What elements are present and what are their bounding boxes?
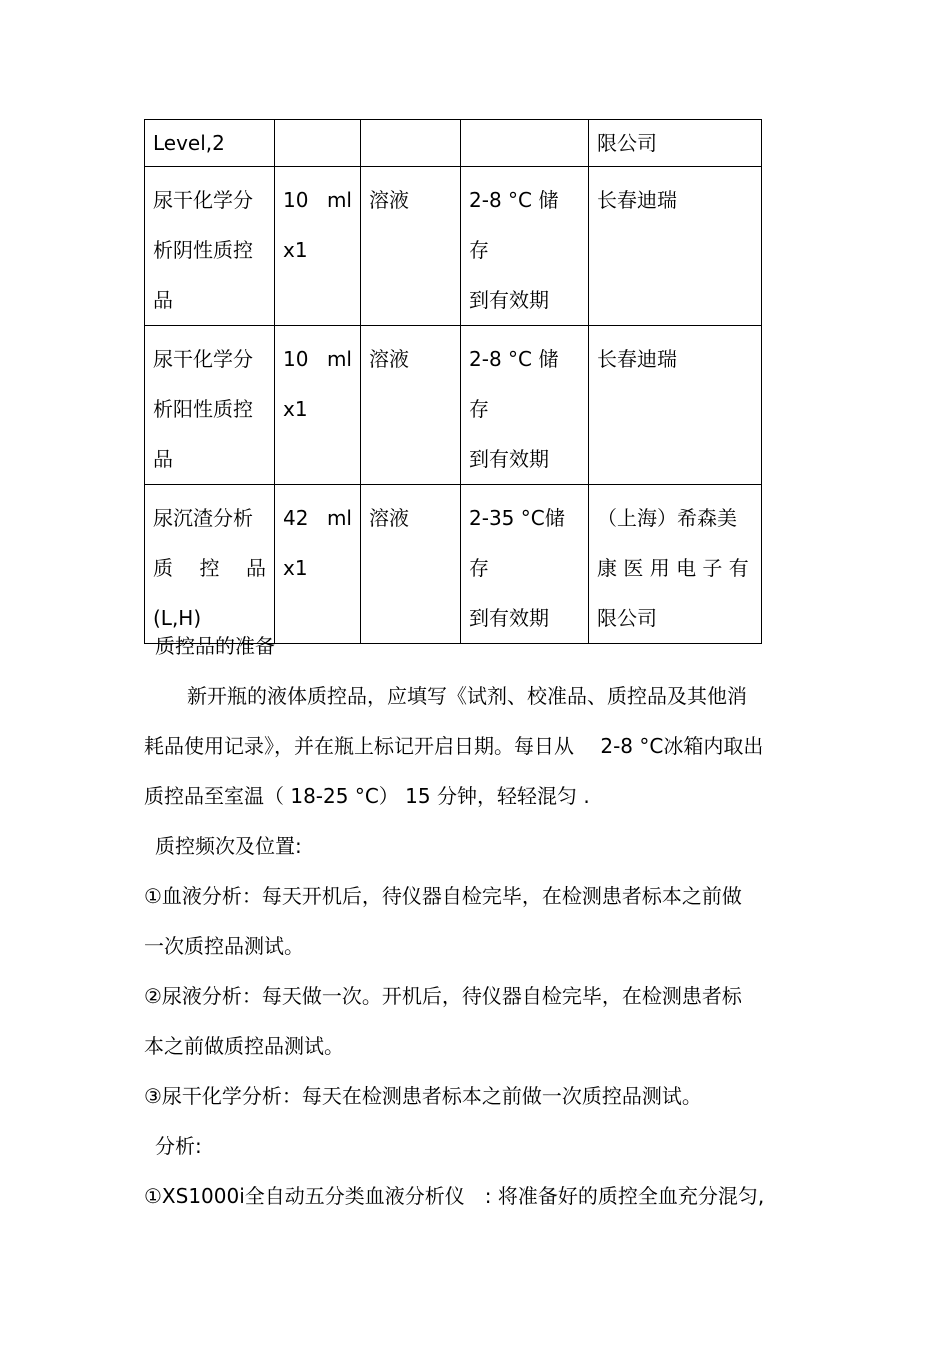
paragraph-line: 新开瓶的液体质控品，应填写《试剂、校准品、质控品及其他消 xyxy=(187,684,747,708)
table-row xyxy=(145,485,762,644)
table-row xyxy=(145,167,762,326)
cell-storage xyxy=(461,120,589,167)
cell-spec xyxy=(275,120,361,167)
cell-form: 溶液 xyxy=(361,167,461,326)
paragraph-line: 一次质控品测试。 xyxy=(144,934,304,958)
cell-maker: 长春迪瑞 xyxy=(589,167,762,326)
section-heading-frequency: 质控频次及位置: xyxy=(155,834,302,858)
section-heading-analysis: 分析: xyxy=(155,1134,202,1158)
cell-form: 溶液 xyxy=(361,485,461,644)
qc-material-table xyxy=(144,119,762,644)
paragraph-line: 耗品使用记录》，并在瓶上标记开启日期。每日从 2-8 °C冰箱内取出 xyxy=(144,734,764,758)
paragraph-line: ②尿液分析：每天做一次。开机后，待仪器自检完毕，在检测患者标 xyxy=(144,984,742,1008)
section-heading-prep: 质控品的准备 xyxy=(155,634,275,658)
cell-name: 尿干化学分 析阳性质控 品 xyxy=(145,326,275,485)
table-row xyxy=(145,326,762,485)
cell-storage: 2-35 °C储存 到有效期 xyxy=(461,485,589,644)
cell-form: 溶液 xyxy=(361,326,461,485)
paragraph-line: ③尿干化学分析：每天在检测患者标本之前做一次质控品测试。 xyxy=(144,1084,702,1108)
cell-name: Level,2 xyxy=(145,120,275,167)
paragraph-line: ①血液分析：每天开机后，待仪器自检完毕，在检测患者标本之前做 xyxy=(144,884,742,908)
paragraph-line: 质控品至室温（ 18-25 °C） 15 分钟，轻轻混匀 . xyxy=(144,784,590,808)
paragraph-line: ①XS1000i全自动五分类血液分析仪 : 将准备好的质控全血充分混匀, xyxy=(144,1184,765,1208)
cell-spec: 10 ml x1 xyxy=(275,167,361,326)
cell-maker: （上海）希森美 康 医 用 电 子 有 限公司 xyxy=(589,485,762,644)
cell-storage: 2-8 °C 储 存 到有效期 xyxy=(461,326,589,485)
cell-spec: 10 ml x1 xyxy=(275,326,361,485)
cell-maker: 长春迪瑞 xyxy=(589,326,762,485)
cell-form xyxy=(361,120,461,167)
table-row xyxy=(145,120,762,167)
paragraph-line: 本之前做质控品测试。 xyxy=(144,1034,344,1058)
cell-name: 尿沉渣分析 质 控 品 (L,H) xyxy=(145,485,275,644)
cell-storage: 2-8 °C 储 存 到有效期 xyxy=(461,167,589,326)
cell-maker: 限公司 xyxy=(589,120,762,167)
cell-name: 尿干化学分 析阴性质控 品 xyxy=(145,167,275,326)
cell-spec: 42 ml x1 xyxy=(275,485,361,644)
